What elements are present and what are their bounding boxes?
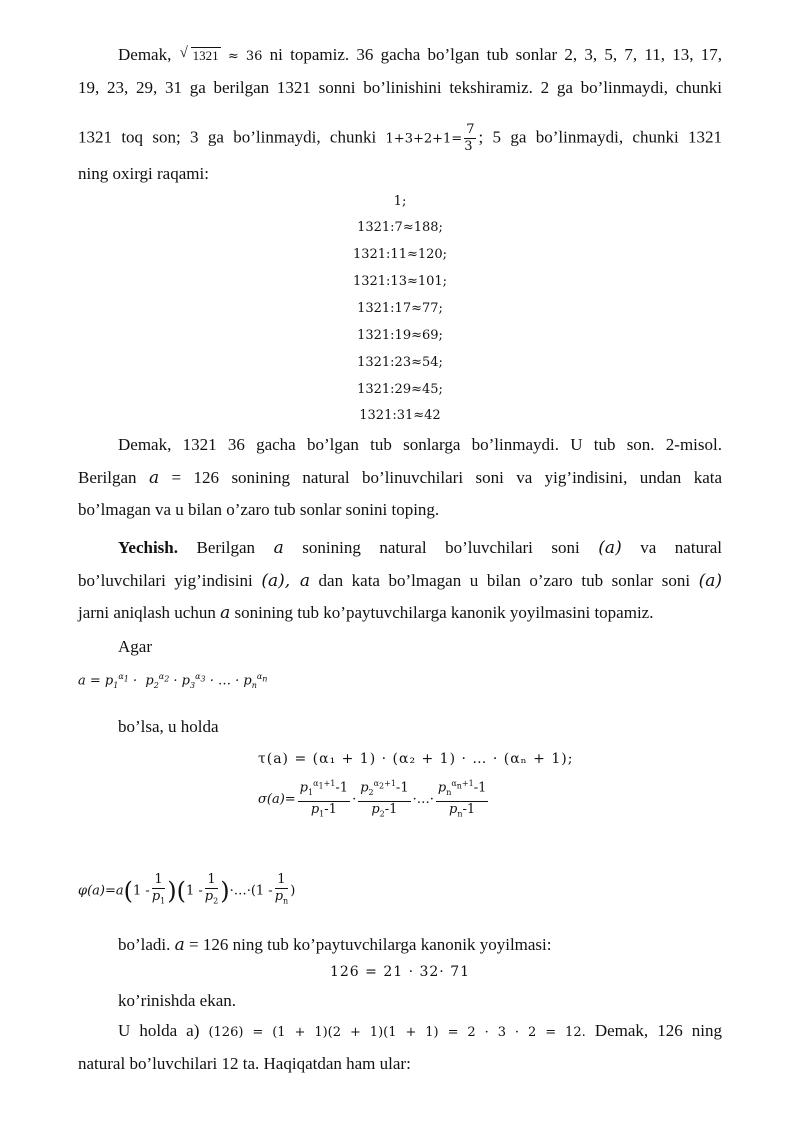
digit-sum: 1+3+2+1= [385,131,463,147]
sqrt-expression [181,44,221,67]
text: Berilgan [78,468,137,487]
text: bo’luvchilari yig’indisini [78,571,253,590]
sigma-formula: σ(a)= $\frac{p_1^{\alpha_1+1}-1}{p_1-1}$ · $\frac{p_2^{\alpha_2+1}-1}{p_2-1}$ ·…· $\frac{p_n^{\alpha_n+1}-1}{p_n-1}$ [258,776,490,823]
division-line: 1321:11≈120; [352,247,448,262]
fraction: $\frac{p_n^{\alpha_n+1}-1}{p_n-1}$ [436,776,489,823]
text: sonining tub ko’paytuvchilarga kanonik yoyilmasini topamiz. [234,603,654,622]
fraction [464,122,476,155]
p1-line4: ning oxirgi raqami: [78,164,209,183]
p4-line2: natural bo’luvchilari 12 ta. Haqiqatdan ham ular: [78,1054,411,1073]
fraction: $\frac{p_2^{\alpha_2+1}-1}{p_2-1}$ [358,776,410,823]
variable-a: (a), a [261,571,310,591]
tau-formula: τ(a) = (α₁ + 1) · (α₂ + 1) · … · (αₙ + 1); [258,751,574,767]
sqrt-argument: 1321 [192,48,219,63]
tau-126-formula: (126) = (1 + 1)(2 + 1)(1 + 1) = 2 · 3 · 2 = 12. [208,1025,586,1040]
division-line: 1321:29≈45; [357,382,443,397]
variable-a: (a) [698,571,723,591]
text: va natural [640,538,723,557]
text: bo’ladi. [118,935,171,954]
p2-line1: Demak, 1321 36 gacha bo’lgan tub sonlarga bo’linmaydi. U tub son. 2-misol. [118,435,722,454]
text: sonining natural bo’luvchilari soni [302,538,580,557]
p2-line2 [78,467,722,489]
p3-line2 [78,570,722,592]
fraction: $\frac{1}{p_1}$ [151,872,166,906]
variable-a: (a) [598,538,622,558]
fraction: $\frac{p_1^{\alpha_1+1}-1}{p_1-1}$ [298,776,350,823]
korinish-line: ko’rinishda ekan. [118,991,237,1010]
division-line: 1321:31≈42 [359,408,441,423]
approx-value: ≈ 36 [227,49,263,64]
holda-text: bo’lsa, u holda [118,717,219,736]
text: 1321 toq son; 3 ga bo’linmaydi, chunki [78,127,377,147]
text: dan kata bo’lmagan u bilan o’zaro tub sonlar soni [318,571,691,590]
text: ; 5 ga bo’linmaydi, chunki 1321 [478,127,722,147]
p2-line3: bo’lmagan va u bilan o’zaro tub sonlar sonini toping. [78,500,440,519]
division-line: 1321:19≈69; [357,328,443,343]
text: = 126 ning tub ko’paytuvchilarga kanonik yoyilmasi: [189,935,552,954]
p4-line1 [118,1020,722,1044]
division-line: 1321:17≈77; [357,301,443,316]
p1-line3 [78,122,722,155]
variable-a: a [174,935,185,955]
text: = 126 sonining natural bo’linuvchilari soni va yig’indisini, undan kata [171,468,723,487]
solution-heading: Yechish. [118,538,178,557]
p1-line1 [118,44,722,68]
p3-line3 [78,602,653,624]
variable-a: a [220,603,231,623]
variable-a: a [273,538,284,558]
variable-a: a [148,468,160,488]
text: U holda a) [118,1021,200,1040]
factorization-formula: $a = p_1^{\alpha_1} \cdot p_2^{\alpha_2} \cdot p_3^{\alpha_3}$ · … · $p_n^{\alpha_n}$ [78,672,268,690]
fraction: $\frac{1}{p_n}$ [274,872,289,906]
division-line: 1321:23≈54; [357,355,443,370]
text: Demak, 126 ning [594,1021,723,1040]
numerator: 7 [466,122,475,137]
p1-line2: 19, 23, 29, 31 ga berilgan 1321 sonni bo’linishini tekshiramiz. 2 ga bo’linmaydi, chunki [78,78,722,97]
agar-text: Agar [118,637,152,656]
text: Demak, [118,45,172,64]
text: Berilgan [196,538,256,557]
division-line: 1; [393,194,407,209]
denominator: 3 [464,139,473,154]
p3-line1 [118,537,722,559]
boladi-line [118,934,552,956]
fraction: $\frac{1}{p_2}$ [204,872,219,906]
division-line: 1321:7≈188; [357,220,443,235]
phi-formula: φ(a)=a(1 - $\frac{1}{p_1}$ )(1 - $\frac{1}{p_2}$ )·…·(1 - $\frac{1}{p_n}$ ) [78,872,295,910]
text: jarni aniqlash uchun [78,603,216,622]
division-line: 1321:13≈101; [352,274,448,289]
text: ni topamiz. 36 gacha bo’lgan tub sonlar 2, 3, 5, 7, 11, 13, 17, [269,45,723,64]
decomposition-formula: 126 = 21 · 32· 71 [329,964,471,980]
